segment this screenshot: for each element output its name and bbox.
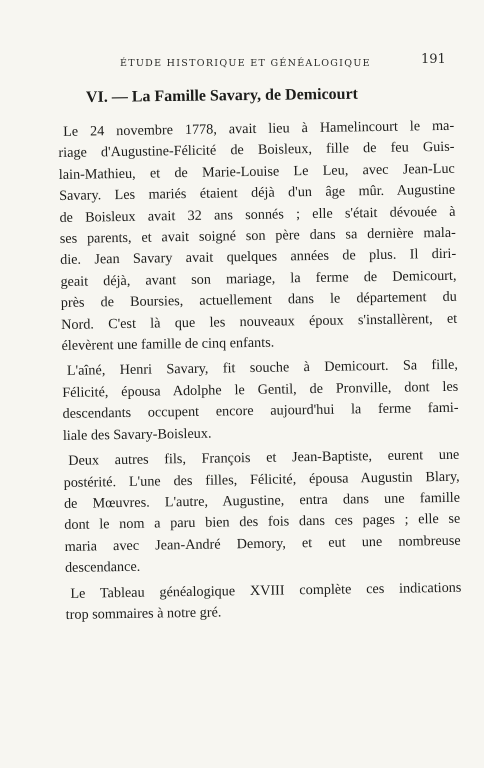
text-line: Savary. Les mariés étaient déjà d'un âge mûr. Augustine [59, 181, 456, 205]
paragraph [58, 116, 458, 358]
paragraph [65, 577, 462, 626]
running-title: ÉTUDE HISTORIQUE ET GÉNÉALOGIQUE [120, 58, 371, 69]
text-line: descendants occupent encore aujourd'hui la ferme fami- [62, 400, 459, 423]
text-line: riage d'Augustine-Félicité de Boisleux, fille de feu Guis- [58, 139, 455, 162]
text-line: maria avec Jean-André Demory, et eut une nombreuse [64, 532, 461, 555]
text-line: ses parents, et avait soigné son père dans sa dernière mala- [59, 224, 456, 248]
text-line: liale des Savary-Boisleux. [62, 425, 212, 444]
text-line: Félicité, épousa Adolphe le Gentil, de Pronville, dont les [62, 378, 459, 401]
paragraph [63, 445, 461, 580]
page-number: 191 [421, 52, 446, 67]
text-line: Le Tableau généalogique XVIII complète ces indications [70, 579, 462, 602]
text-line: die. Jean Savary avait quelques années de plus. Il diri- [60, 246, 457, 269]
text-line: dont le nom a paru bien des fois dans ces pages ; elle se [64, 511, 461, 534]
text-line: Nord. C'est là que les nouveaux époux s'installèrent, et [61, 310, 458, 333]
text-line: de Mœuvres. L'autre, Augustine, entra dans une famille [63, 489, 461, 512]
text-line: de Boisleux avait 32 ans sonnés ; elle s'était dévouée à [59, 203, 456, 226]
running-header [0, 52, 484, 72]
text-line: L'aîné, Henri Savary, fit souche à Demicourt. Sa fille, [66, 357, 458, 380]
text-line: geait déjà, avant son mariage, la ferme de Demicourt, [60, 267, 457, 290]
text-line: élevèrent une famille de cinq enfants. [61, 334, 275, 355]
text-line: près de Boursies, actuellement dans le département du [60, 289, 457, 312]
section-title: VI. — La Famille Savary, de Demicourt [85, 85, 359, 106]
text-line: postérité. L'une des filles, Félicité, épousa Augustin Blary, [63, 468, 460, 491]
paragraph [62, 355, 459, 447]
text-line: descendance. [64, 558, 141, 577]
text-line: trop sommaires à notre gré. [65, 604, 222, 623]
text-line: lain-Mathieu, et de Marie-Louise Le Leu, avec Jean-Luc [58, 160, 455, 183]
text-line: Deux autres fils, François et Jean-Baptiste, eurent une [68, 446, 460, 469]
text-line: Le 24 novembre 1778, avait lieu à Hamelincourt le ma- [63, 117, 455, 140]
body-text [58, 116, 462, 627]
